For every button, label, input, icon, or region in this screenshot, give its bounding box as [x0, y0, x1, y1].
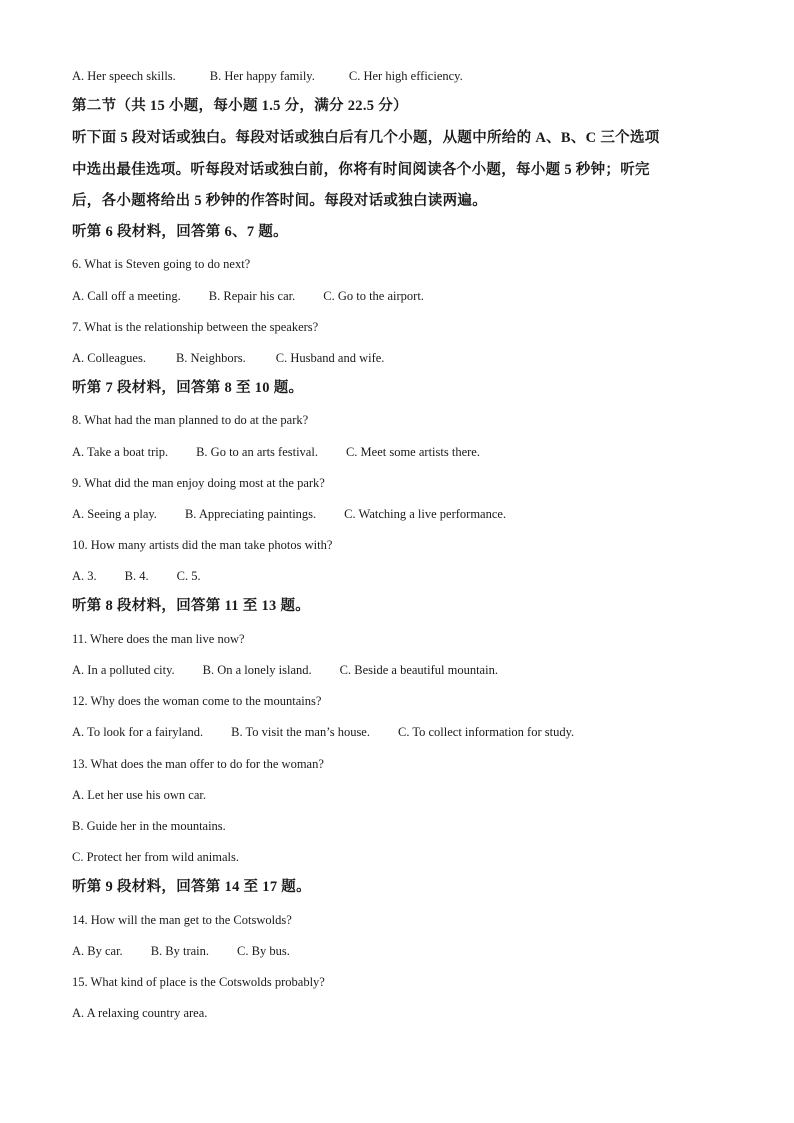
q13-option-a: A. Let her use his own car.	[72, 788, 206, 802]
option-c: C. 5.	[176, 569, 201, 583]
instructions-line-2: 中选出最佳选项。听每段对话或独白前，你将有时间阅读各个小题，每小题 5 秒钟；听完	[72, 162, 650, 178]
q5-options	[72, 68, 463, 84]
question-12: 12. Why does the woman come to the mountains?	[72, 694, 322, 708]
q12-options	[72, 724, 574, 740]
option-c: C. Go to the airport.	[323, 289, 424, 303]
option-a: A. Call off a meeting.	[72, 289, 181, 303]
instructions-line-3: 后，各小题将给出 5 秒钟的作答时间。每段对话或独白读两遍。	[72, 193, 487, 209]
q11-options	[72, 662, 498, 678]
passage-8-heading: 听第 8 段材料，回答第 11 至 13 题。	[72, 598, 311, 614]
option-b: B. By train.	[150, 944, 210, 958]
option-b: B. To visit the man’s house.	[231, 725, 370, 739]
option-a: A. By car.	[72, 944, 123, 958]
option-a: A. Take a boat trip.	[72, 445, 169, 459]
option-a: A. 3.	[72, 569, 97, 583]
option-b: B. Appreciating paintings.	[184, 507, 317, 521]
q9-options	[72, 506, 506, 522]
question-10: 10. How many artists did the man take photos with?	[72, 538, 333, 552]
option-a: A. To look for a fairyland.	[72, 725, 204, 739]
q13-option-c: C. Protect her from wild animals.	[72, 850, 239, 864]
q13-option-b: B. Guide her in the mountains.	[72, 819, 226, 833]
question-7: 7. What is the relationship between the speakers?	[72, 320, 319, 334]
q15-option-a: A. A relaxing country area.	[72, 1006, 208, 1020]
option-b: B. Go to an arts festival.	[196, 445, 318, 459]
q6-options	[72, 288, 424, 304]
question-14: 14. How will the man get to the Cotswolds?	[72, 913, 292, 927]
option-c: C. Beside a beautiful mountain.	[339, 663, 498, 677]
option-b: B. On a lonely island.	[202, 663, 312, 677]
passage-6-heading: 听第 6 段材料，回答第 6、7 题。	[72, 224, 288, 240]
option-a: A. In a polluted city.	[72, 663, 175, 677]
question-11: 11. Where does the man live now?	[72, 632, 245, 646]
option-b: B. Repair his car.	[208, 289, 296, 303]
question-8: 8. What had the man planned to do at the park?	[72, 413, 309, 427]
option-a: A. Her speech skills.	[72, 69, 176, 83]
question-6: 6. What is Steven going to do next?	[72, 257, 251, 271]
section-title: 第二节（共 15 小题，每小题 1.5 分，满分 22.5 分）	[72, 98, 408, 114]
option-c: C. Husband and wife.	[275, 351, 385, 365]
passage-7-heading: 听第 7 段材料，回答第 8 至 10 题。	[72, 380, 304, 396]
option-c: C. By bus.	[237, 944, 290, 958]
q7-options	[72, 350, 384, 366]
option-a: A. Seeing a play.	[72, 507, 157, 521]
option-c: C. Meet some artists there.	[345, 445, 480, 459]
option-b: B. 4.	[124, 569, 149, 583]
option-c: C. Her high efficiency.	[348, 69, 463, 83]
option-b: B. Neighbors.	[175, 351, 246, 365]
option-c: C. Watching a live performance.	[344, 507, 507, 521]
question-15: 15. What kind of place is the Cotswolds probably?	[72, 975, 325, 989]
q14-options	[72, 943, 290, 959]
instructions-line-1: 听下面 5 段对话或独白。每段对话或独白后有几个小题，从题中所给的 A、B、C 三个选项	[72, 130, 660, 146]
option-c: C. To collect information for study.	[397, 725, 575, 739]
option-a: A. Colleagues.	[72, 351, 146, 365]
q8-options	[72, 444, 480, 460]
question-13: 13. What does the man offer to do for the woman?	[72, 757, 324, 771]
q10-options	[72, 568, 201, 584]
question-9: 9. What did the man enjoy doing most at the park?	[72, 476, 325, 490]
passage-9-heading: 听第 9 段材料，回答第 14 至 17 题。	[72, 879, 311, 895]
option-b: B. Her happy family.	[209, 69, 315, 83]
